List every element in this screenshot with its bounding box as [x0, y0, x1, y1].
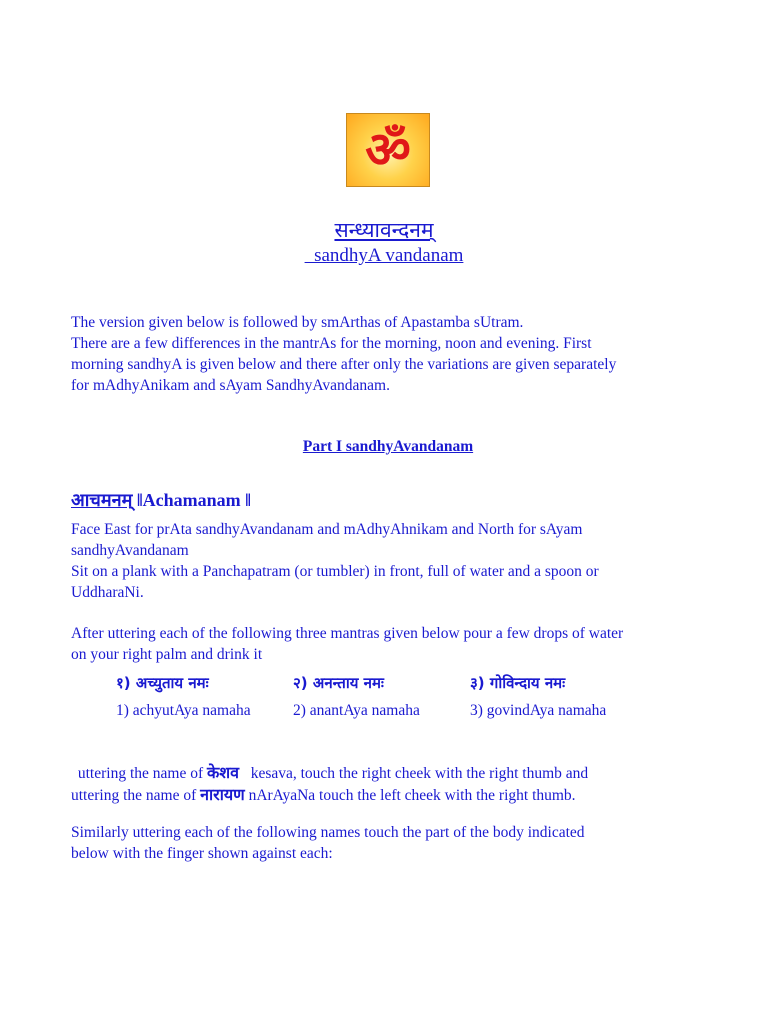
section-heading [71, 488, 251, 512]
instruction-line: Sit on a plank with a Panchapatram (or tumbler) in front, full of water and a spoon or [71, 563, 599, 580]
section-heading-english: ‖Achamanam ‖ [132, 490, 252, 510]
touch-text: uttering the name of [74, 765, 207, 782]
closing-line: Similarly uttering each of the following names touch the part of the body indicated [71, 824, 585, 841]
intro-line: morning sandhyA is given below and there after only the variations are given separately [71, 356, 617, 373]
mantra-translit-2: 2) anantAya namaha [293, 702, 420, 719]
narayana-sanskrit: नारायण [200, 785, 245, 804]
note-line: on your right palm and drink it [71, 646, 263, 663]
mantras-sanskrit-row [0, 673, 768, 697]
instruction-line: Face East for prAta sandhyAvandanam and mAdhyAhnikam and North for sAyam [71, 521, 583, 538]
kesava-sanskrit: केशव [207, 763, 240, 782]
mantras-translit-row [0, 702, 768, 724]
intro-line: for mAdhyAnikam and sAyam SandhyAvandanam. [71, 377, 390, 394]
intro-paragraph [71, 312, 711, 396]
touch-line-narayana [71, 783, 576, 805]
uttering-note [71, 623, 711, 665]
touch-text: kesava, touch the right cheek with the right thumb and [239, 765, 589, 782]
touch-line-kesava [74, 761, 588, 783]
closing-line: below with the finger shown against each: [71, 845, 333, 862]
closing-paragraph [71, 822, 711, 864]
om-icon: ॐ [365, 121, 411, 179]
title-english: sandhyA vandanam [304, 245, 464, 266]
touch-text: uttering the name of [71, 787, 201, 804]
instruction-line: sandhyAvandanam [71, 542, 189, 559]
om-logo [346, 113, 430, 187]
section-heading-sanskrit: आचमनम् [71, 490, 133, 511]
mantra-translit-3: 3) govindAya namaha [470, 702, 607, 719]
intro-line: The version given below is followed by smArthas of Apastamba sUtram. [71, 314, 524, 331]
mantra-sanskrit-1: १) अच्युताय नमः [116, 674, 209, 692]
mantra-sanskrit-3: ३) गोविन्दाय नमः [470, 674, 566, 692]
touch-text: nArAyaNa touch the left cheek with the right thumb. [244, 787, 576, 804]
title-sanskrit: सन्ध्यावन्दनम् [334, 218, 434, 242]
mantra-translit-1: 1) achyutAya namaha [116, 702, 251, 719]
note-line: After uttering each of the following three mantras given below pour a few drops of water [71, 625, 624, 642]
mantra-sanskrit-2: २) अनन्ताय नमः [293, 674, 384, 692]
intro-line: There are a few differences in the mantrAs for the morning, noon and evening. First [71, 335, 592, 352]
part-heading: Part I sandhyAvandanam [302, 438, 474, 455]
instructions-paragraph [71, 519, 711, 603]
instruction-line: UddharaNi. [71, 584, 144, 601]
